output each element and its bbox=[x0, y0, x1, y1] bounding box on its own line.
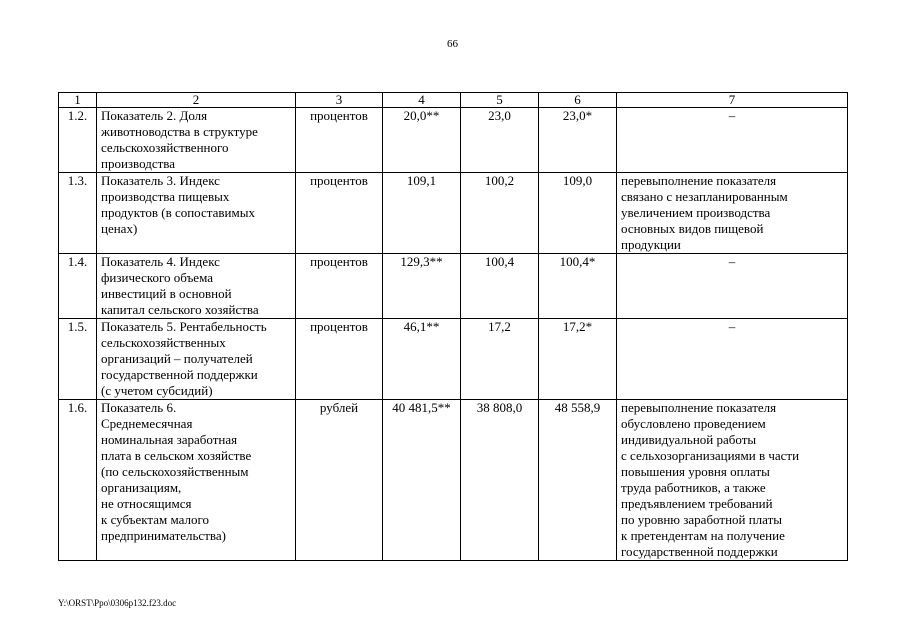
unit-cell: процентов bbox=[296, 319, 383, 400]
value-col5: 17,2 bbox=[461, 319, 539, 400]
value-col4: 40 481,5** bbox=[383, 400, 461, 561]
column-header-1: 1 bbox=[59, 93, 97, 108]
column-header-3: 3 bbox=[296, 93, 383, 108]
document-path: Y:\ORST\Ppo\0306p132.f23.doc bbox=[58, 598, 177, 608]
unit-cell: процентов bbox=[296, 254, 383, 319]
table-row bbox=[59, 108, 848, 173]
table-row bbox=[59, 173, 848, 254]
value-col4: 109,1 bbox=[383, 173, 461, 254]
row-number: 1.6. bbox=[59, 400, 97, 561]
value-col5: 100,4 bbox=[461, 254, 539, 319]
value-col6: 23,0* bbox=[539, 108, 617, 173]
unit-cell: процентов bbox=[296, 108, 383, 173]
unit-cell: рублей bbox=[296, 400, 383, 561]
table-row bbox=[59, 400, 848, 561]
value-col5: 38 808,0 bbox=[461, 400, 539, 561]
value-col4: 129,3** bbox=[383, 254, 461, 319]
value-col5: 100,2 bbox=[461, 173, 539, 254]
unit-cell: процентов bbox=[296, 173, 383, 254]
note-cell: – bbox=[617, 108, 848, 173]
value-col6: 48 558,9 bbox=[539, 400, 617, 561]
value-col6: 100,4* bbox=[539, 254, 617, 319]
table-row bbox=[59, 319, 848, 400]
value-col4: 20,0** bbox=[383, 108, 461, 173]
column-header-2: 2 bbox=[97, 93, 296, 108]
row-number: 1.5. bbox=[59, 319, 97, 400]
column-header-7: 7 bbox=[617, 93, 848, 108]
note-cell: перевыполнение показателя связано с незапланированным увеличением производства основных видов пищевой продукции bbox=[617, 173, 848, 254]
table-body bbox=[59, 108, 848, 561]
indicator-name: Показатель 5. Рентабельность сельскохозяйственных организаций – получателей государственной поддержки (с учетом субсидий) bbox=[97, 319, 296, 400]
indicator-name: Показатель 4. Индекс физического объема инвестиций в основной капитал сельского хозяйства bbox=[97, 254, 296, 319]
column-header-6: 6 bbox=[539, 93, 617, 108]
note-cell: перевыполнение показателя обусловлено проведением индивидуальной работы с сельхозорганизациями в части повышения уровня оплаты труда работников, а также предъявлением требований по уровню заработной платы к претендентам на получение государственной поддержки bbox=[617, 400, 848, 561]
value-col4: 46,1** bbox=[383, 319, 461, 400]
row-number: 1.2. bbox=[59, 108, 97, 173]
note-cell: – bbox=[617, 254, 848, 319]
value-col6: 109,0 bbox=[539, 173, 617, 254]
value-col6: 17,2* bbox=[539, 319, 617, 400]
value-col5: 23,0 bbox=[461, 108, 539, 173]
indicator-name: Показатель 6. Среднемесячная номинальная заработная плата в сельском хозяйстве (по сельскохозяйственным организациям, не относящимся к субъектам малого предпринимательства) bbox=[97, 400, 296, 561]
column-header-5: 5 bbox=[461, 93, 539, 108]
table-header-row bbox=[59, 93, 848, 108]
indicator-name: Показатель 3. Индекс производства пищевых продуктов (в сопоставимых ценах) bbox=[97, 173, 296, 254]
indicator-name: Показатель 2. Доля животноводства в структуре сельскохозяйственного производства bbox=[97, 108, 296, 173]
row-number: 1.3. bbox=[59, 173, 97, 254]
page-number: 66 bbox=[447, 38, 458, 50]
note-cell: – bbox=[617, 319, 848, 400]
indicators-table bbox=[58, 92, 848, 561]
column-header-4: 4 bbox=[383, 93, 461, 108]
table-row bbox=[59, 254, 848, 319]
row-number: 1.4. bbox=[59, 254, 97, 319]
